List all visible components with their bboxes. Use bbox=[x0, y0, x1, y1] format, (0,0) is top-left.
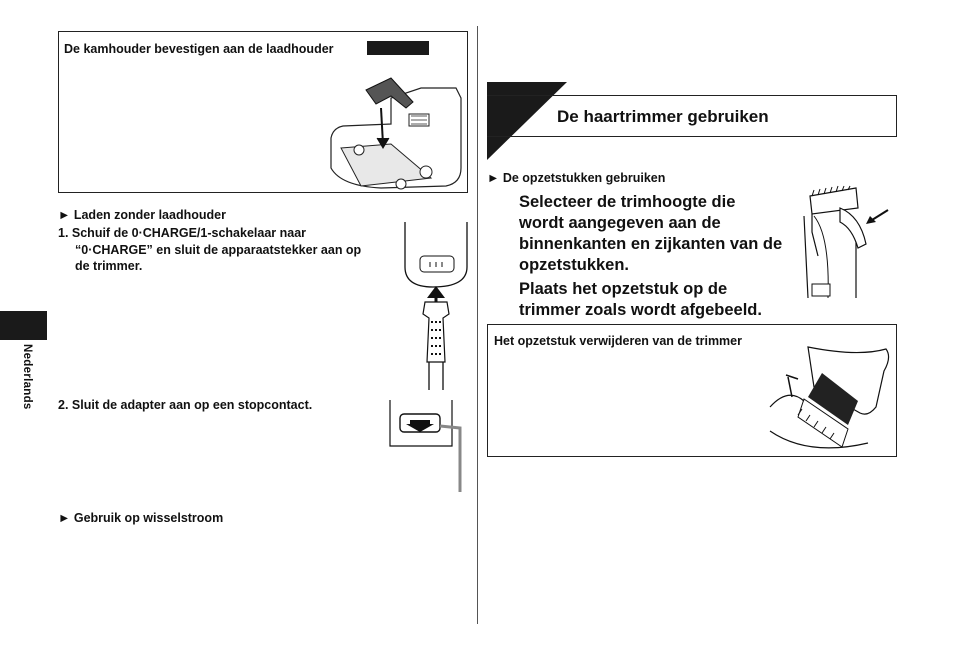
remove-attachment-illustration bbox=[768, 347, 896, 455]
ac-section-heading: ► Gebruik op wisselstroom bbox=[58, 511, 224, 525]
instruction1 bbox=[519, 192, 782, 276]
step1-line1: 1. Schuif de 0·CHARGE/1-schakelaar naar bbox=[58, 226, 307, 240]
section-title: De haartrimmer gebruiken bbox=[557, 107, 769, 126]
step1-line2: “0·CHARGE” en sluit de apparaatstekker aan op bbox=[75, 243, 362, 257]
instruction1-line4: opzetstukken. bbox=[519, 256, 630, 274]
charge-section-heading: ► Laden zonder laadhouder bbox=[58, 208, 226, 222]
trimmer-plug-illustration bbox=[403, 222, 469, 390]
adapter-outlet-illustration bbox=[388, 398, 468, 494]
instruction1-line1: Selecteer de trimhoogte die bbox=[519, 193, 736, 211]
trimmer-attachment-illustration bbox=[800, 186, 894, 300]
comb-holder-title: De kamhouder bevestigen aan de laadhouder bbox=[64, 42, 334, 56]
step2-text: 2. Sluit de adapter aan op een stopcontact. bbox=[58, 398, 313, 412]
column-divider bbox=[477, 26, 478, 624]
black-label-bar bbox=[367, 41, 429, 55]
instruction2-line1: Plaats het opzetstuk op de bbox=[519, 280, 728, 298]
remove-attachment-box bbox=[487, 324, 897, 457]
instruction2 bbox=[519, 279, 762, 321]
charging-stand-illustration bbox=[321, 58, 467, 192]
language-tab bbox=[0, 311, 47, 340]
language-tab-label: Nederlands bbox=[21, 344, 33, 410]
attachments-subheading: ► De opzetstukken gebruiken bbox=[487, 171, 666, 185]
comb-holder-box bbox=[58, 31, 468, 193]
step1-line3: de trimmer. bbox=[75, 259, 143, 273]
instruction2-line2: trimmer zoals wordt afgebeeld. bbox=[519, 301, 762, 319]
instruction1-line3: binnenkanten en zijkanten van de bbox=[519, 235, 783, 253]
instruction1-line2: wordt aangegeven aan de bbox=[519, 214, 721, 232]
remove-attachment-title: Het opzetstuk verwijderen van de trimmer bbox=[494, 334, 742, 348]
